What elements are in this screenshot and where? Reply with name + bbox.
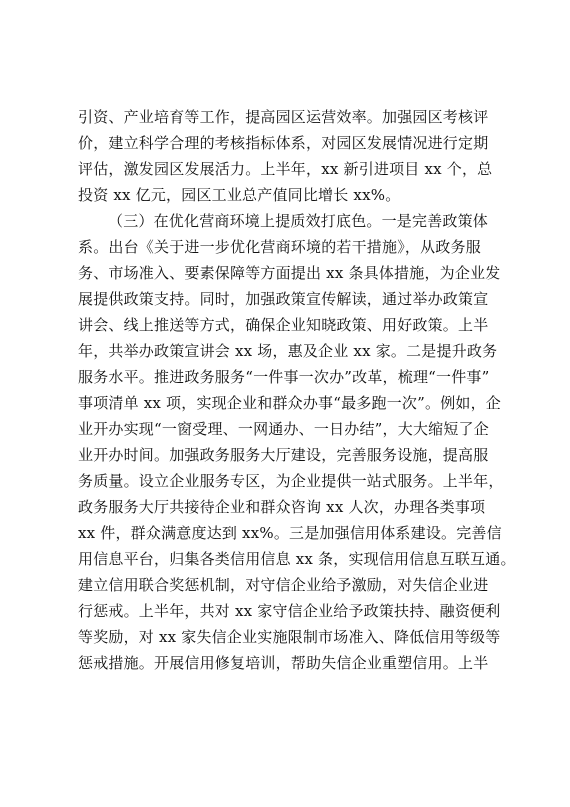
text-line: 引资、产业培育等工作，提高园区运营效率。加强园区考核评 [78,108,489,126]
text-line: 业开办实现“一窗受理、一网通办、一日办结”，大大缩短了企 [78,420,489,438]
text-line: 用信息平台，归集各类信用信息 xx 条，实现信用信息互联互通。 [78,550,516,568]
text-line: 年，共举办政策宣讲会 xx 场，惠及企业 xx 家。二是提升政务 [78,342,498,360]
text-line: 政务服务大厅共接待企业和群众咨询 xx 人次，办理各类事项 [78,498,486,516]
text-line: 展提供政策支持。同时，加强政策宣传解读，通过举办政策宣 [78,290,489,308]
text-line: 惩戒措施。开展信用修复培训，帮助失信企业重塑信用。上半 [78,654,489,672]
text-line: 评估，激发园区发展活力。上半年，xx 新引进项目 xx 个，总 [78,160,493,178]
text-line: 行惩戒。上半年，共对 xx 家守信企业给予政策扶持、融资便利 [78,602,501,620]
text-line: 讲会、线上推送等方式，确保企业知晓政策、用好政策。上半 [78,316,489,334]
body-text [78,104,516,676]
text-line: 业开办时间。加强政务服务大厅建设，完善服务设施，提高服 [78,446,489,464]
text-line: xx 件，群众满意度达到 xx%。三是加强信用体系建设。完善信 [78,524,502,542]
text-line: 价，建立科学合理的考核指标体系，对园区发展情况进行定期 [78,134,489,152]
section-heading-line: （三）在优化营商环境上提质效打底色。一是完善政策体 [108,212,489,230]
text-line: 事项清单 xx 项，实现企业和群众办事“最多跑一次”。例如，企 [78,394,501,412]
text-line: 服务水平。推进政务服务“一件事一次办”改革，梳理“一件事” [78,368,490,386]
text-line: 务、市场准入、要素保障等方面提出 xx 条具体措施，为企业发 [78,264,501,282]
text-line: 系。出台《关于进一步优化营商环境的若干措施》，从政务服 [78,238,481,256]
text-line: 投资 xx 亿元，园区工业总产值同比增长 xx%。 [78,186,401,204]
text-line: 建立信用联合奖惩机制，对守信企业给予激励，对失信企业进 [78,576,489,594]
text-line: 务质量。设立企业服务专区，为企业提供一站式服务。上半年， [78,472,504,490]
text-line: 等奖励，对 xx 家失信企业实施限制市场准入、降低信用等级等 [78,628,501,646]
